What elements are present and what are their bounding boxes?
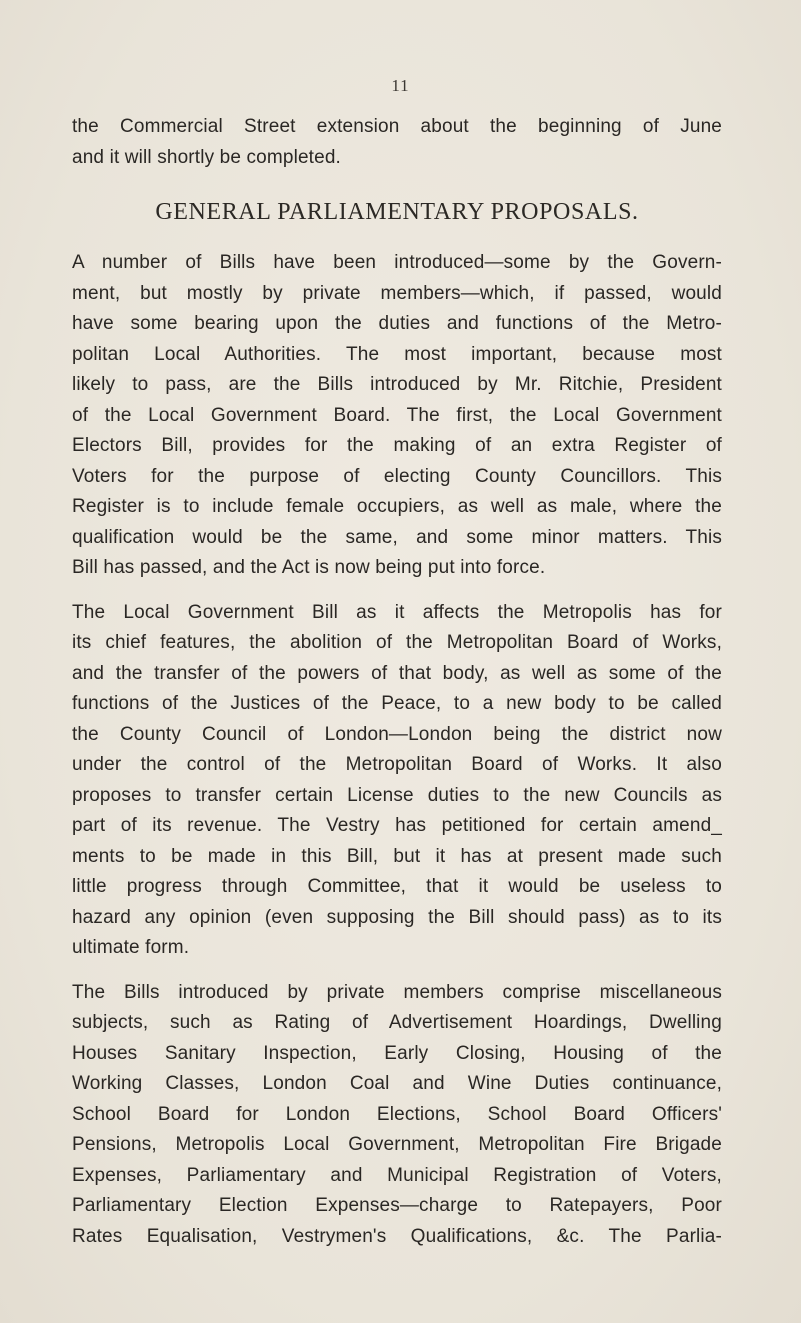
paragraph-local-government-bill bbox=[72, 598, 722, 964]
page-number: 11 bbox=[391, 76, 410, 95]
page-body bbox=[72, 112, 722, 1266]
text-line: proposes to transfer certain License duties to the new Councils as bbox=[72, 784, 722, 806]
section-heading: GENERAL PARLIAMENTARY PROPOSALS. bbox=[155, 199, 639, 225]
text-line: hazard any opinion (even supposing the Bill should pass) as to its bbox=[72, 906, 722, 928]
text-line: the Commercial Street extension about the beginning of June bbox=[72, 116, 722, 137]
intro-paragraph bbox=[72, 112, 722, 173]
text-line: Bill has passed, and the Act is now being put into force. bbox=[72, 557, 546, 578]
text-line: and it will shortly be completed. bbox=[72, 146, 341, 168]
text-line: under the control of the Metropolitan Board of Works. It also bbox=[72, 754, 722, 775]
text-line: Pensions, Metropolis Local Government, Metropolitan Fire Brigade bbox=[72, 1134, 722, 1155]
text-line: Houses Sanitary Inspection, Early Closing, Housing of the bbox=[72, 1042, 722, 1064]
text-line: and the transfer of the powers of that body, as well as some of the bbox=[72, 662, 722, 684]
text-line: subjects, such as Rating of Advertisement Hoardings, Dwelling bbox=[72, 1012, 722, 1033]
text-line: have some bearing upon the duties and functions of the Metro- bbox=[72, 313, 722, 334]
text-line: School Board for London Elections, School Board Officers' bbox=[72, 1103, 722, 1125]
text-line: ultimate form. bbox=[72, 937, 190, 958]
text-line: the County Council of London—London being the district now bbox=[72, 723, 722, 745]
text-line: Rates Equalisation, Vestrymen's Qualifications, &c. The Parlia- bbox=[72, 1225, 722, 1247]
text-line: likely to pass, are the Bills introduced by Mr. Ritchie, President bbox=[72, 374, 722, 395]
text-line: The Bills introduced by private members comprise miscellaneous bbox=[72, 981, 722, 1003]
text-line: qualification would be the same, and some minor matters. This bbox=[72, 526, 722, 548]
text-line: ments to be made in this Bill, but it has at present made such bbox=[72, 845, 722, 867]
text-line: Expenses, Parliamentary and Municipal Registration of Voters, bbox=[72, 1164, 722, 1186]
text-line: Register is to include female occupiers, as well as male, where the bbox=[72, 496, 722, 517]
text-line: functions of the Justices of the Peace, to a new body to be called bbox=[72, 693, 722, 714]
text-line: ment, but mostly by private members—which, if passed, would bbox=[72, 282, 722, 304]
text-line: little progress through Committee, that it would be useless to bbox=[72, 876, 722, 897]
text-line: Working Classes, London Coal and Wine Duties continuance, bbox=[72, 1073, 722, 1094]
text-line: The Local Government Bill as it affects the Metropolis has for bbox=[72, 601, 722, 623]
paragraph-private-members-bills bbox=[72, 978, 722, 1253]
text-line: part of its revenue. The Vestry has petitioned for certain amend_ bbox=[72, 815, 722, 836]
text-line: its chief features, the abolition of the Metropolitan Board of Works, bbox=[72, 632, 722, 653]
text-line: politan Local Authorities. The most important, because most bbox=[72, 343, 722, 365]
paragraph-bills-introduced bbox=[72, 248, 722, 584]
text-line: Parliamentary Election Expenses—charge to Ratepayers, Poor bbox=[72, 1195, 722, 1216]
text-line: of the Local Government Board. The first, the Local Government bbox=[72, 404, 722, 426]
text-line: Electors Bill, provides for the making of an extra Register of bbox=[72, 435, 722, 456]
text-line: A number of Bills have been introduced—some by the Govern- bbox=[72, 252, 722, 273]
text-line: Voters for the purpose of electing County Councillors. This bbox=[72, 465, 722, 487]
